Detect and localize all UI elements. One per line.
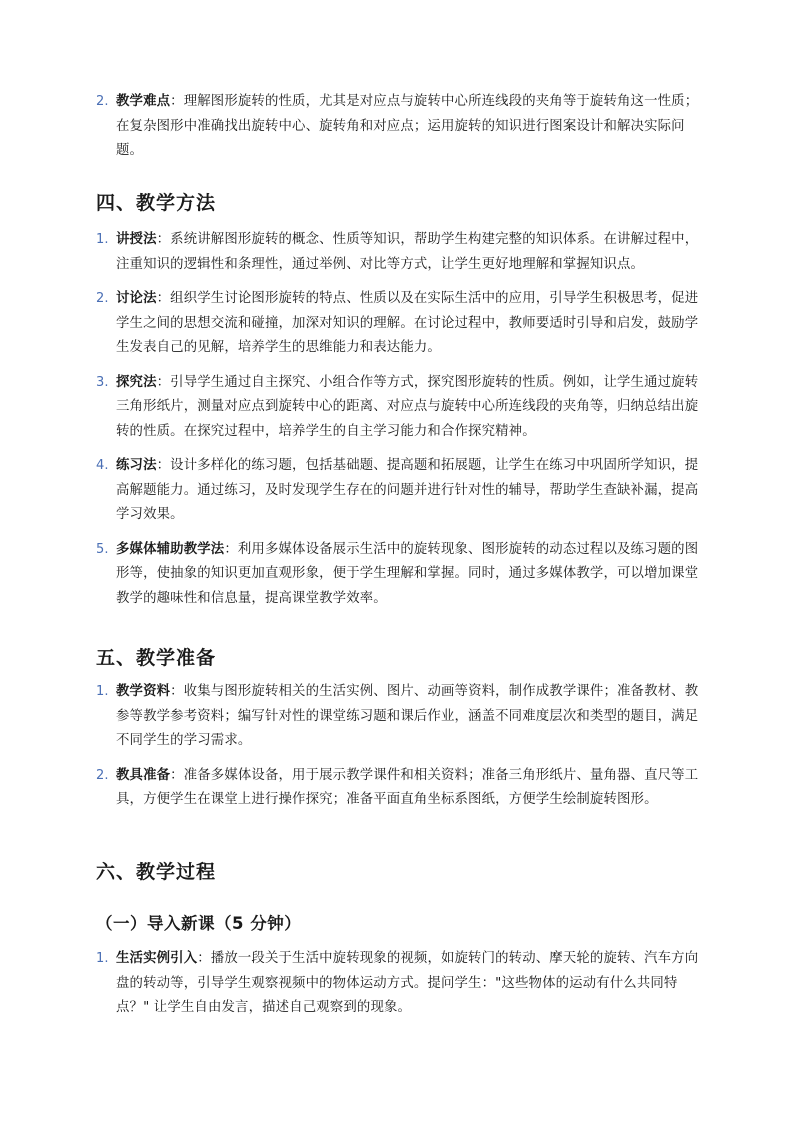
list-item [96,764,706,813]
list-term: 多媒体辅助教学法 [116,541,225,557]
list-item [96,287,706,361]
list-item [96,538,706,612]
list-term: 讲授法 [116,232,157,247]
list-number: 3. [96,374,109,390]
list-term: 生活实例引入 [116,951,198,966]
list-number: 4. [96,458,109,473]
subsection-heading-intro: （一）导入新课（5 分钟） [96,914,302,933]
list-term: 探究法 [116,374,157,390]
list-text: ：收集与图形旋转相关的生活实例、图片、动画等资料，制作成教学课件；准备教材、教参等教学参考资料；编写针对性的课堂练习题和课后作业，涵盖不同难度层次和类型的题目，满足不同学生的学习需求。 [116,684,699,748]
list-number: 1. [96,684,109,699]
list-item [96,947,706,1021]
section-heading-preparation: 五、教学准备 [96,647,217,669]
list-text: ：准备多媒体设备，用于展示教学课件和相关资料；准备三角形纸片、量角器、直尺等工具，方便学生在课堂上进行操作探究；准备平面直角坐标系图纸，方便学生绘制旋转图形。 [116,767,699,807]
list-term: 教具准备 [116,767,171,783]
list-number: 2. [96,767,109,783]
difficulty-list [96,90,706,164]
list-text: ：引导学生通过自主探究、小组合作等方式，探究图形旋转的性质。例如，让学生通过旋转三角形纸片，测量对应点到旋转中心的距离、对应点与旋转中心所连线段的夹角等，归纳总结出旋转的性质。在探究过程中，培养学生的自主学习能力和合作探究精神。 [116,374,699,439]
list-term: 练习法 [116,458,157,473]
preparation-list [96,680,706,813]
list-term: 教学资料 [116,684,171,699]
list-item [96,680,706,754]
list-item [96,90,706,164]
list-number: 1. [96,232,109,247]
list-item [96,371,706,445]
list-text: ：理解图形旋转的性质，尤其是对应点与旋转中心所连线段的夹角等于旋转角这一性质；在复杂图形中准确找出旋转中心、旋转角和对应点；运用旋转的知识进行图案设计和解决实际问题。 [116,94,699,158]
list-text: ：设计多样化的练习题，包括基础题、提高题和拓展题，让学生在练习中巩固所学知识，提高解题能力。通过练习，及时发现学生存在的问题并进行针对性的辅导，帮助学生查缺补漏，提高学习效果。 [116,458,699,522]
list-text: ：播放一段关于生活中旋转现象的视频，如旋转门的转动、摩天轮的旋转、汽车方向盘的转动等，引导学生观察视频中的物体运动方式。提问学生："这些物体的运动有什么共同特点？" 让学生自由发言，描述自己观察到的现象。 [116,951,699,1015]
methods-list [96,228,706,611]
list-item [96,454,706,528]
process-list [96,947,706,1021]
list-text: ：系统讲解图形旋转的概念、性质等知识，帮助学生构建完整的知识体系。在讲解过程中，注重知识的逻辑性和条理性，通过举例、对比等方式，让学生更好地理解和掌握知识点。 [116,232,699,272]
list-item [96,228,706,277]
list-number: 2. [96,94,109,109]
list-number: 2. [96,291,109,306]
list-text: ：组织学生讨论图形旋转的特点、性质以及在实际生活中的应用，引导学生积极思考，促进学生之间的思想交流和碰撞，加深对知识的理解。在讨论过程中，教师要适时引导和启发，鼓励学生发表自己的见解，培养学生的思维能力和表达能力。 [116,291,699,355]
section-heading-methods: 四、教学方法 [96,192,217,214]
list-term: 教学难点 [116,94,171,109]
list-number: 5. [96,541,109,557]
list-term: 讨论法 [116,291,157,306]
list-number: 1. [96,951,109,966]
list-text: ：利用多媒体设备展示生活中的旋转现象、图形旋转的动态过程以及练习题的图形等，使抽象的知识更加直观形象，便于学生理解和掌握。同时，通过多媒体教学，可以增加课堂教学的趣味性和信息量，提高课堂教学效率。 [116,541,699,606]
section-heading-process: 六、教学过程 [96,861,217,883]
